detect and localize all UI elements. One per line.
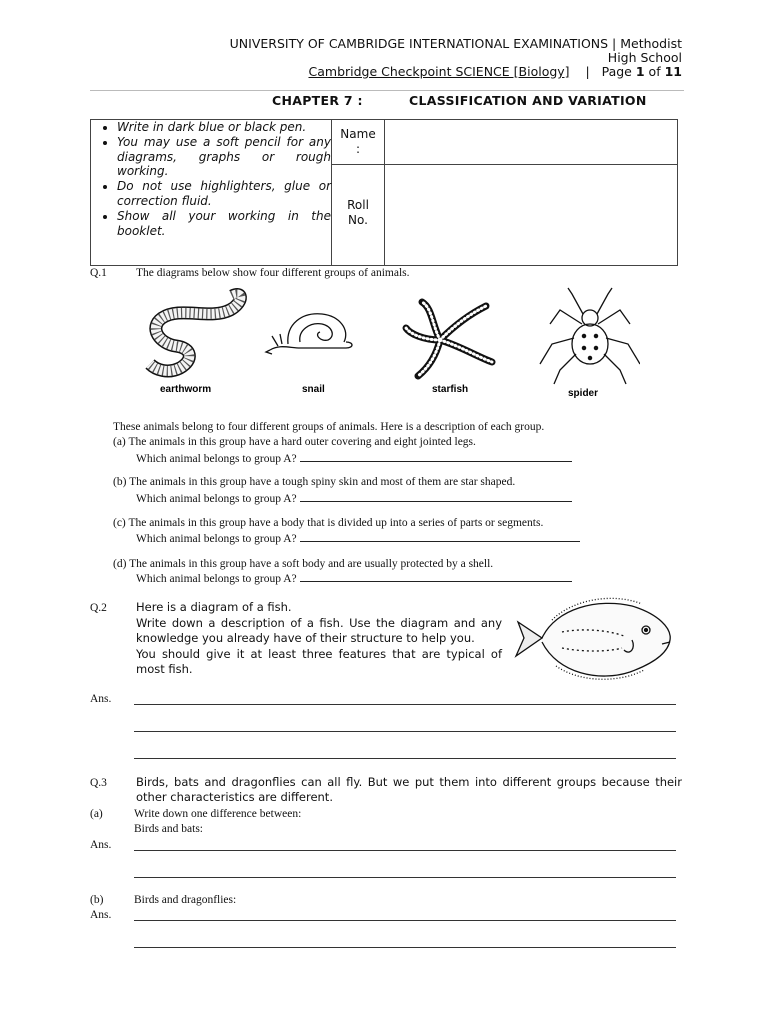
part-text: The animals in this group have a body that is divided up into a series of parts or segments.: [128, 517, 544, 529]
q2-ans-label: Ans.: [90, 693, 112, 705]
q3a-answer-line[interactable]: [134, 877, 676, 878]
roll-label-cell: [332, 165, 385, 266]
snail-drawing: [266, 314, 352, 354]
snail-caption: snail: [302, 384, 325, 395]
q1-part-b: [113, 475, 515, 490]
q2-line: Write down a description of a fish. Use the diagram and any: [136, 615, 502, 630]
instruction-item: • Do not use highlighters, glue or correction fluid.: [117, 179, 331, 209]
q3a-label: (a): [90, 808, 103, 820]
q2-answer-line[interactable]: [134, 758, 676, 759]
part-text: The animals in this group have a hard outer covering and eight jointed legs.: [128, 436, 476, 448]
q3-number: Q.3: [90, 777, 107, 789]
q1-part-c-question: [136, 530, 580, 547]
q1-intro: These animals belong to four different groups of animals. Here is a description of each group.: [113, 421, 545, 433]
page-word: Page: [601, 64, 632, 79]
instruction-item: • Write in dark blue or black pen.: [117, 120, 331, 135]
q1-part-b-question: [136, 490, 572, 507]
answer-line-c[interactable]: [300, 530, 580, 542]
instruction-item: • You may use a soft pencil for any diagrams, graphs or rough working.: [117, 135, 331, 179]
q1-part-c: [113, 516, 543, 531]
part-question: Which animal belongs to group A?: [136, 453, 297, 465]
q1-part-a-question: [136, 450, 572, 467]
part-question: Which animal belongs to group A?: [136, 493, 297, 505]
instruction-item: • Show all your working in the booklet.: [117, 209, 331, 239]
q2-line: knowledge you already have of their structure to help you.: [136, 631, 475, 645]
part-question: Which animal belongs to group A?: [136, 533, 297, 545]
q2-line: most fish.: [136, 662, 193, 676]
part-label: (a): [113, 436, 126, 448]
q3-text: [136, 775, 682, 805]
name-label-cell: [332, 120, 385, 165]
q2-answer-line[interactable]: [134, 731, 676, 732]
part-label: (b): [113, 476, 127, 488]
q3a-ans-label: Ans.: [90, 839, 112, 851]
q3b-label: (b): [90, 894, 104, 906]
q1-number: Q.1: [90, 267, 107, 279]
header-separator: |: [585, 64, 590, 79]
q2-text: [136, 600, 502, 678]
header-course-line: [309, 65, 683, 79]
fish-diagram: [512, 592, 676, 684]
earthworm-caption: earthworm: [160, 384, 212, 395]
q3b-ans-label: Ans.: [90, 909, 112, 921]
of-word: of: [648, 64, 661, 79]
instructions-cell: [91, 120, 332, 266]
part-label: (c): [113, 517, 126, 529]
part-label: (d): [113, 558, 127, 570]
spider-caption: spider: [568, 388, 599, 399]
roll-no-label: No.: [348, 213, 368, 227]
header-rule: [90, 90, 684, 91]
starfish-drawing: [406, 302, 492, 376]
page-total: 11: [664, 64, 682, 79]
roll-number-field[interactable]: [385, 165, 678, 266]
answer-line-a[interactable]: [300, 450, 572, 462]
chapter-title: CLASSIFICATION AND VARIATION: [409, 93, 647, 108]
part-text: The animals in this group have a tough spiny skin and most of them are star shaped.: [129, 476, 516, 488]
instruction-box: [90, 119, 678, 266]
animals-diagram: [140, 284, 640, 404]
q1-part-d-question: [136, 570, 572, 587]
q3a-subtext: Birds and bats:: [134, 823, 203, 835]
name-label: Name: [340, 127, 376, 141]
q2-line: You should give it at least three features that are typical of: [136, 646, 502, 661]
q3-line: other characteristics are different.: [136, 790, 333, 804]
starfish-caption: starfish: [432, 384, 469, 395]
spider-drawing: [540, 288, 640, 384]
q3b-answer-line[interactable]: [134, 920, 676, 921]
q2-answer-line[interactable]: [134, 704, 676, 705]
q1-text: The diagrams below show four different groups of animals.: [136, 267, 410, 279]
answer-line-d[interactable]: [300, 570, 572, 582]
name-field[interactable]: [385, 120, 678, 165]
q2-number: Q.2: [90, 602, 107, 614]
q3-line: Birds, bats and dragonflies can all fly. But we put them into different groups because their: [136, 775, 682, 789]
answer-line-b[interactable]: [300, 490, 572, 502]
part-text: The animals in this group have a soft body and are usually protected by a shell.: [129, 558, 494, 570]
earthworm-drawing: [150, 295, 240, 371]
header-school: High School: [607, 50, 682, 65]
chapter-label: CHAPTER 7 :: [272, 93, 363, 108]
q2-line: Here is a diagram of a fish.: [136, 600, 292, 614]
header-institution: UNIVERSITY OF CAMBRIDGE INTERNATIONAL EXAMINATIONS | Methodist: [229, 36, 682, 51]
roll-label: Roll: [347, 198, 369, 212]
q3a-text: Write down one difference between:: [134, 808, 302, 820]
name-colon: :: [355, 142, 361, 156]
part-question: Which animal belongs to group A?: [136, 573, 297, 585]
q1-part-a: [113, 435, 476, 450]
course-title: Cambridge Checkpoint SCIENCE [Biology]: [308, 64, 570, 79]
q3b-answer-line[interactable]: [134, 947, 676, 948]
q3a-answer-line[interactable]: [134, 850, 676, 851]
q3b-text: Birds and dragonflies:: [134, 894, 237, 906]
page-number: 1: [635, 64, 645, 79]
instructions-list: [91, 120, 331, 238]
